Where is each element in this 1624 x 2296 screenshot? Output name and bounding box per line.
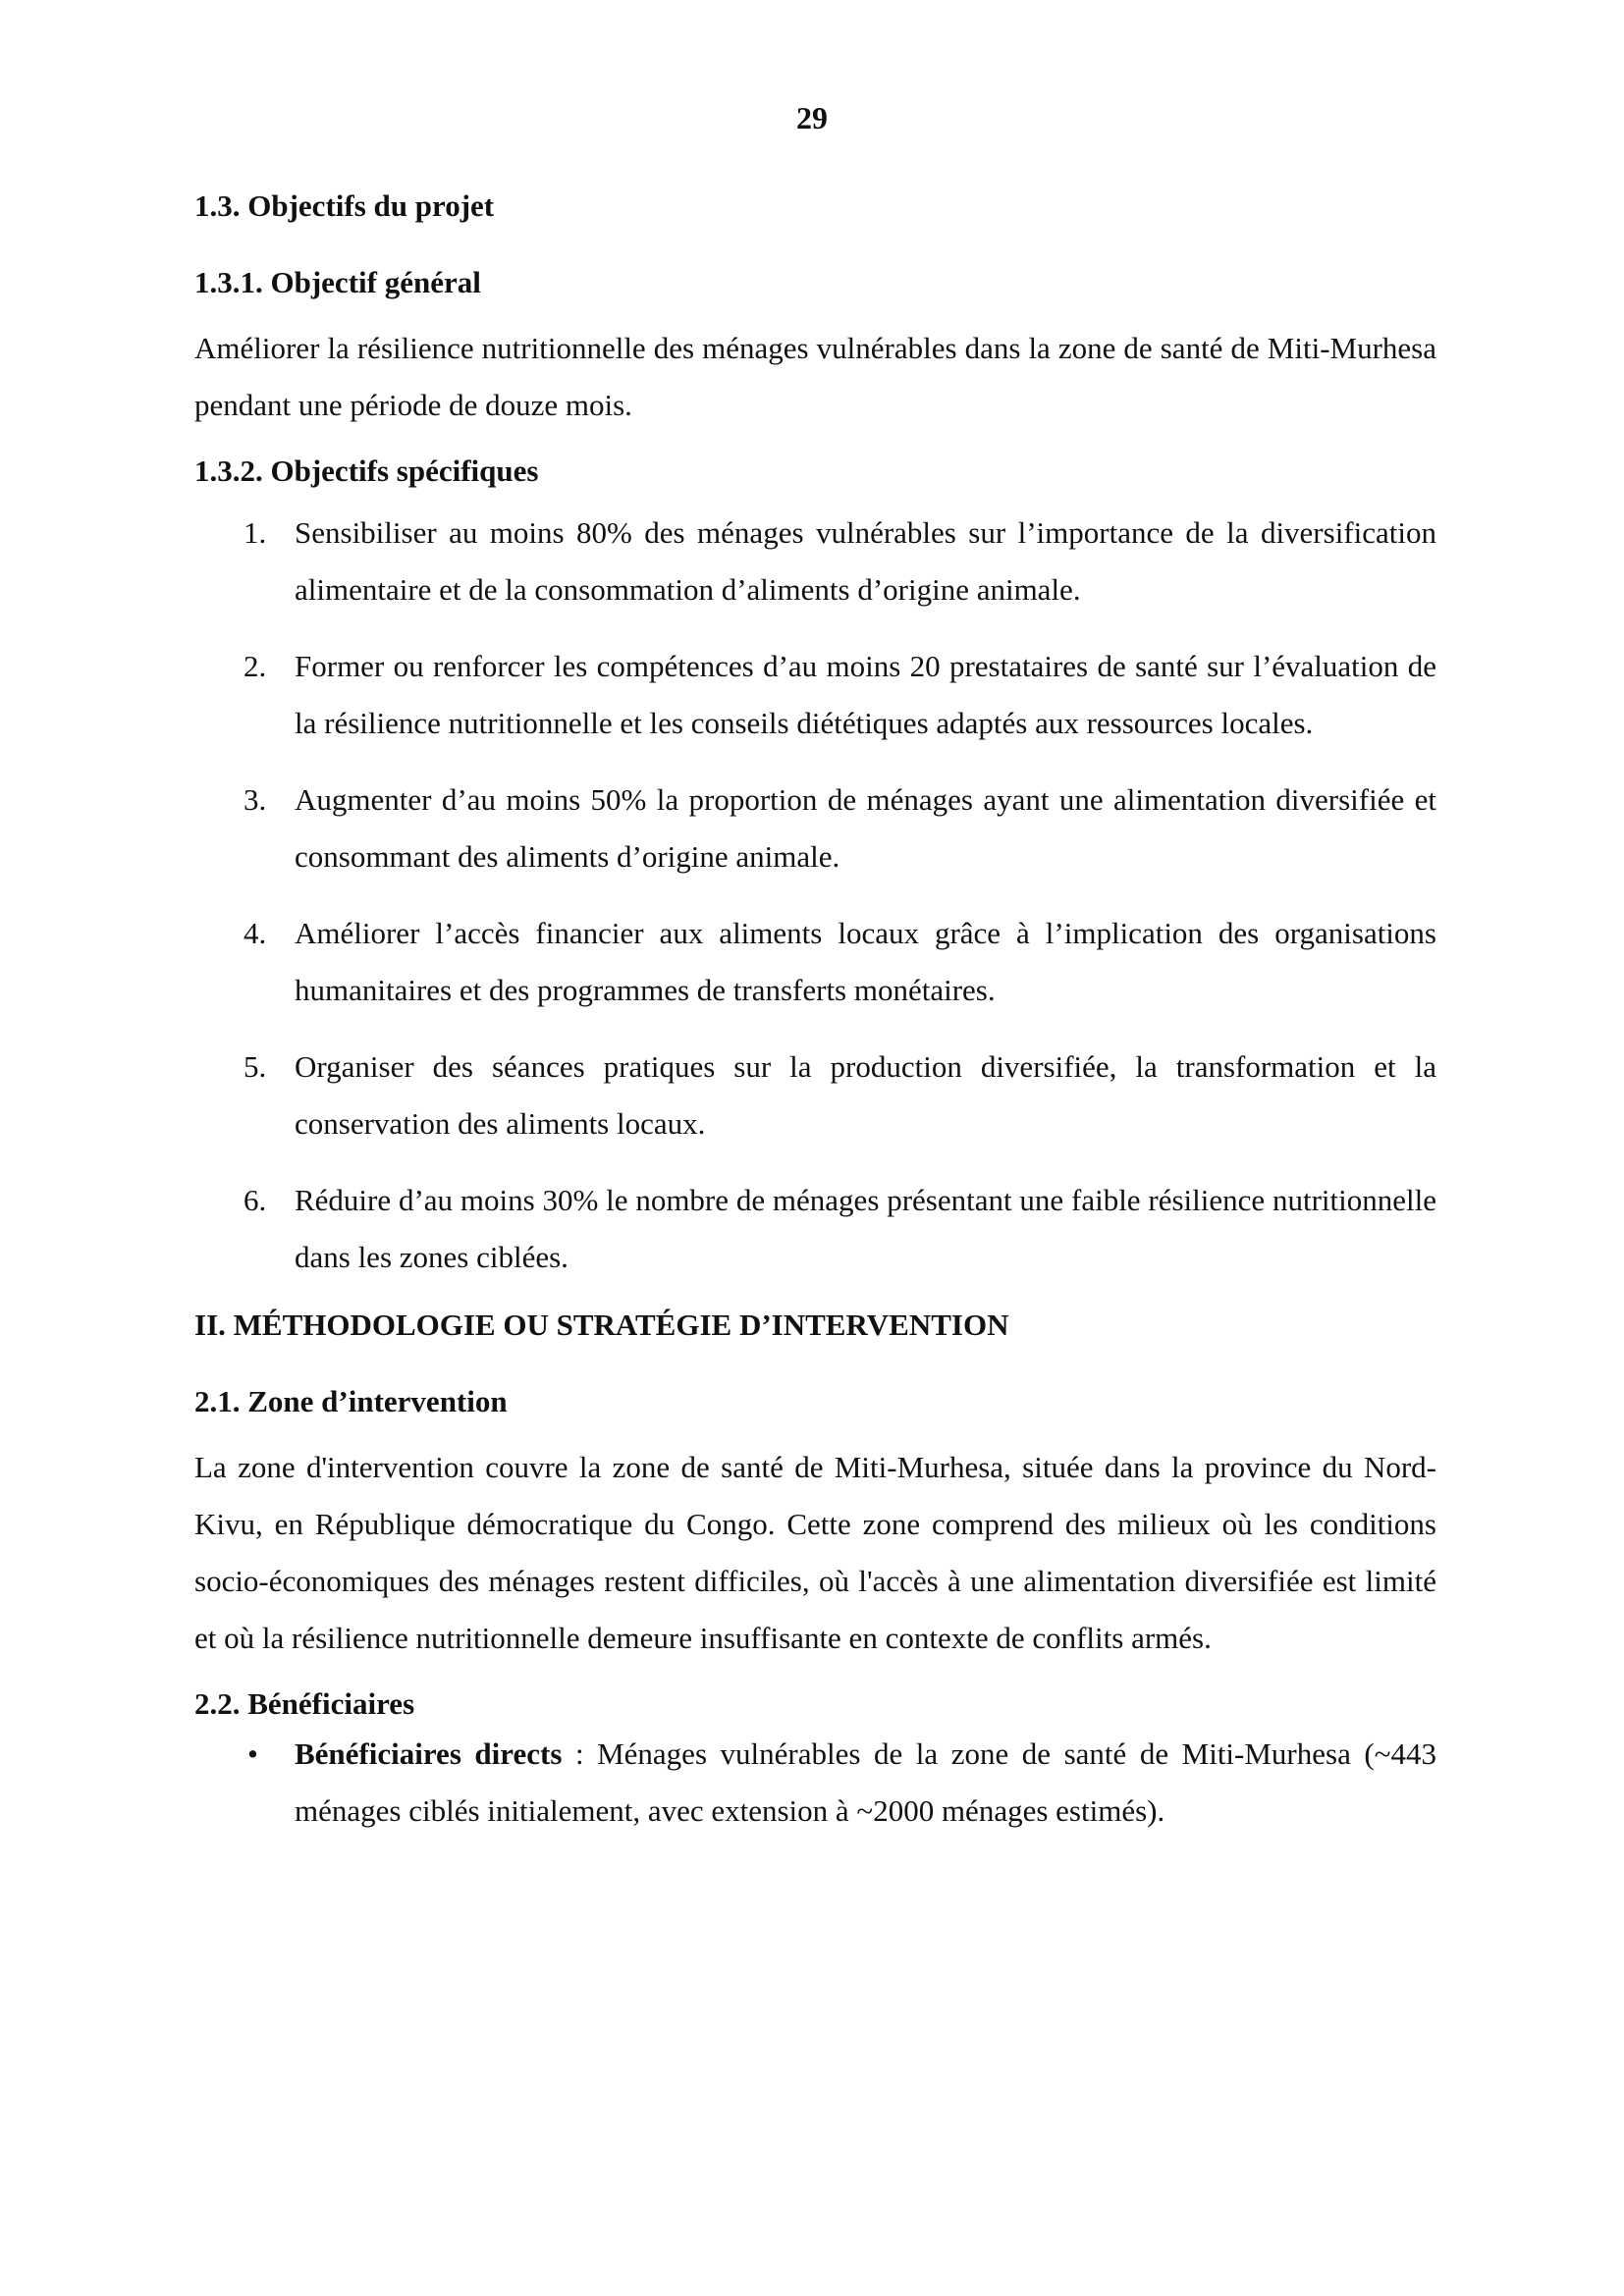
beneficiary-label: Bénéficiaires directs <box>295 1736 563 1771</box>
objective-text: Augmenter d’au moins 50% la proportion de ménages ayant une alimentation diversifiée et consommant des aliments d’origine animale. <box>295 782 1436 874</box>
objective-item <box>194 1039 1436 1152</box>
objective-item <box>194 638 1436 752</box>
objective-item <box>194 905 1436 1019</box>
specific-objectives-list <box>194 505 1436 1286</box>
section-2-heading: II. MÉTHODOLOGIE OU STRATÉGIE D’INTERVENTION <box>194 1308 1009 1342</box>
beneficiaries-list <box>194 1726 1436 1840</box>
objective-item <box>194 1172 1436 1286</box>
page-number: 29 <box>796 100 828 135</box>
objective-number: 2. <box>244 649 267 683</box>
section-1-3-heading: 1.3. Objectifs du projet <box>194 188 495 223</box>
objective-text: Former ou renforcer les compétences d’au moins 20 prestataires de santé sur l’évaluation de la résilience nutritionnelle et les conseils diététiques adaptés aux ressources locales. <box>295 649 1436 740</box>
objective-text: Améliorer l’accès financier aux aliments locaux grâce à l’implication des organisations humanitaires et des programmes de transferts monétaires. <box>295 916 1436 1007</box>
page-content <box>194 187 1436 1840</box>
beneficiary-item <box>194 1726 1436 1840</box>
section-1-3-2-heading: 1.3.2. Objectifs spécifiques <box>194 454 539 488</box>
bullet-icon: • <box>247 1736 258 1771</box>
objective-number: 1. <box>244 515 267 550</box>
objective-text: Réduire d’au moins 30% le nombre de ménages présentant une faible résilience nutritionnelle dans les zones ciblées. <box>295 1183 1436 1274</box>
section-2-1-heading: 2.1. Zone d’intervention <box>194 1384 508 1418</box>
objective-number: 6. <box>244 1183 267 1217</box>
objective-number: 4. <box>244 916 267 950</box>
objective-item <box>194 505 1436 618</box>
objective-text: Organiser des séances pratiques sur la production diversifiée, la transformation et la conservation des aliments locaux. <box>295 1049 1436 1141</box>
objective-item <box>194 772 1436 885</box>
intervention-zone-paragraph: La zone d'intervention couvre la zone de santé de Miti-Murhesa, située dans la province du Nord-Kivu, en République démocratique du Congo. Cette zone comprend des milieux où les conditions socio-économiques des ménages restent difficiles, où l'accès à une alimentation diversifiée est limité et où la résilience nutritionnelle demeure insuffisante en contexte de conflits armés. <box>194 1450 1436 1655</box>
objective-text: Sensibiliser au moins 80% des ménages vulnérables sur l’importance de la diversification alimentaire et de la consommation d’aliments d’origine animale. <box>295 515 1436 607</box>
objective-number: 3. <box>244 782 267 817</box>
section-2-2-heading: 2.2. Bénéficiaires <box>194 1686 415 1721</box>
beneficiary-text: : Ménages vulnérables de la zone de santé de Miti-Murhesa (~443 ménages ciblés initialement, avec extension à ~2000 ménages estimés). <box>295 1736 1436 1828</box>
objective-number: 5. <box>244 1049 267 1084</box>
section-1-3-1-heading: 1.3.1. Objectif général <box>194 265 481 299</box>
general-objective-paragraph: Améliorer la résilience nutritionnelle des ménages vulnérables dans la zone de santé de Miti-Murhesa pendant une période de douze mois. <box>194 331 1436 422</box>
